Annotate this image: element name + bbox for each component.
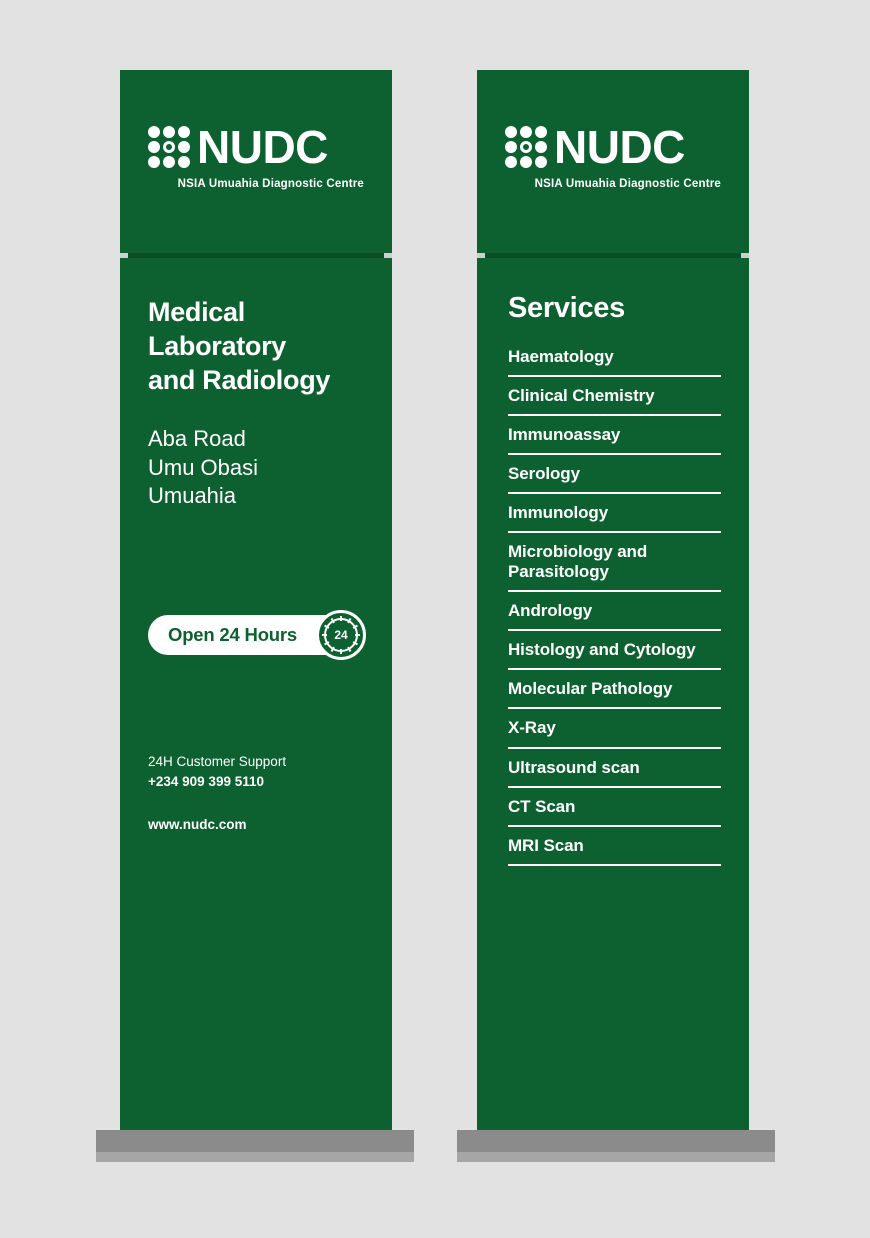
list-item: Ultrasound scan	[508, 758, 721, 788]
list-item: Histology and Cytology	[508, 640, 721, 670]
banner-stand-left-shadow	[96, 1152, 414, 1162]
list-item: MRI Scan	[508, 836, 721, 866]
list-item: Molecular Pathology	[508, 679, 721, 709]
website-url: www.nudc.com	[148, 817, 247, 833]
banner-left-seam-notch	[128, 253, 384, 258]
banner-left	[120, 70, 392, 1134]
address-line-2: Umu Obasi	[148, 454, 259, 480]
list-item: X-Ray	[508, 718, 721, 748]
right-banner-content	[508, 292, 721, 866]
clock-icon	[316, 610, 366, 660]
logo-wordmark: NUDC	[197, 121, 328, 173]
open-24-hours-badge	[148, 615, 360, 655]
banner-left-seam	[120, 253, 392, 258]
support-label: 24H Customer Support	[148, 754, 287, 769]
list-item: Serology	[508, 464, 721, 494]
open-24-hours-label: Open 24 Hours	[168, 624, 297, 645]
list-item: Haematology	[508, 347, 721, 377]
banner-right	[477, 70, 749, 1134]
list-item: Microbiology and Parasitology	[508, 542, 721, 592]
logo-tagline: NSIA Umuahia Diagnostic Centre	[534, 178, 721, 190]
left-banner-content	[148, 295, 376, 511]
clock-ticks	[321, 615, 361, 655]
banner-right-seam	[477, 253, 749, 258]
list-item: CT Scan	[508, 797, 721, 827]
list-item: Immunology	[508, 503, 721, 533]
headline-line-1: Medical	[148, 297, 245, 327]
clock-value: 24	[324, 618, 358, 652]
list-item: Clinical Chemistry	[508, 386, 721, 416]
banner-right-seam-notch	[485, 253, 741, 258]
logo-wordmark: NUDC	[554, 121, 685, 173]
logo-left	[148, 121, 364, 190]
headline-line-3: and Radiology	[148, 365, 331, 396]
list-item: Immunoassay	[508, 425, 721, 455]
nine-dot-grid-icon	[148, 126, 190, 168]
phone-number: +234 909 399 5110	[148, 773, 264, 789]
logo-right	[505, 121, 721, 190]
headline-line-2: Laboratory	[148, 331, 287, 362]
logo-tagline: NSIA Umuahia Diagnostic Centre	[177, 178, 364, 190]
list-item: Andrology	[508, 601, 721, 631]
address-line-1: Aba Road	[148, 426, 246, 452]
services-title: Services	[508, 292, 625, 324]
address-block	[148, 425, 376, 511]
headline	[148, 295, 376, 397]
logo-row-right	[505, 121, 721, 173]
address-line-3: Umuahia	[148, 483, 237, 509]
banner-stand-right-shadow	[457, 1152, 775, 1162]
logo-row-left	[148, 121, 364, 173]
contact-block	[148, 752, 368, 832]
services-list	[508, 347, 721, 866]
nine-dot-grid-icon	[505, 126, 547, 168]
